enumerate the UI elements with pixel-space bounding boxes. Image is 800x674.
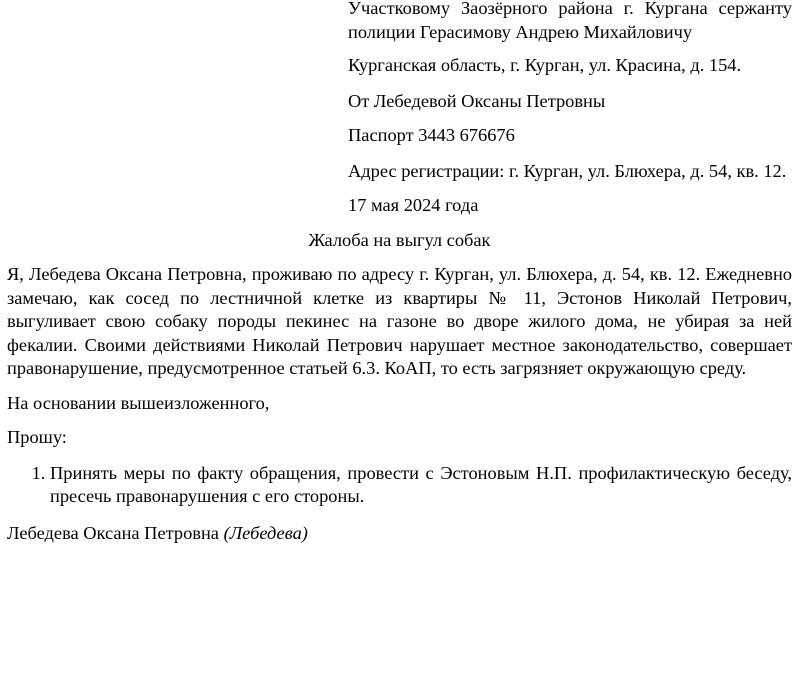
signature-mark: (Лебедева) <box>223 522 308 543</box>
passport: Паспорт 3443 676676 <box>348 125 515 145</box>
complaint-body: Я, Лебедева Оксана Петровна, проживаю по адресу г. Курган, ул. Блюхера, д. 54, кв. 12. Ежедневно замечаю, как сосед по лестничной клетке из квартиры № 11, Эстонов Николай Петрович, выгуливает свою собаку породы пекинес на газоне во дворе жилого дома, не убирая за ней фекалии. Своими действиями Николай Петрович нарушает местное законодательство, совершает правонарушение, предусмотренное статьей 6.3. КоАП, то есть загрязняет окружающую среду. <box>7 264 792 378</box>
request-item: 1. Принять меры по факту обращения, провести с Эстоновым Н.П. профилактическую беседу, пресечь правонарушения с его стороны. <box>50 462 792 509</box>
document-title: Жалоба на выгул собак <box>308 229 491 250</box>
document-header <box>348 0 792 218</box>
addressee-address: Курганская область, г. Курган, ул. Красина, д. 154. <box>348 55 742 75</box>
basis-line: На основании вышеизложенного, <box>7 392 270 413</box>
sender: От Лебедевой Оксаны Петровны <box>348 90 606 111</box>
document-date: 17 мая 2024 года <box>348 195 479 215</box>
registration-address: Адрес регистрации: г. Курган, ул. Блюхера, д. 54, кв. 12. <box>348 160 787 181</box>
signature-name: Лебедева Оксана Петровна <box>7 522 219 543</box>
request-heading: Прошу: <box>7 427 67 447</box>
request-list <box>7 462 792 509</box>
signature-block <box>7 522 792 546</box>
addressee: Участковому Заозёрного района г. Кургана сержанту полиции Герасимову Андрею Михайловичу <box>348 0 792 42</box>
